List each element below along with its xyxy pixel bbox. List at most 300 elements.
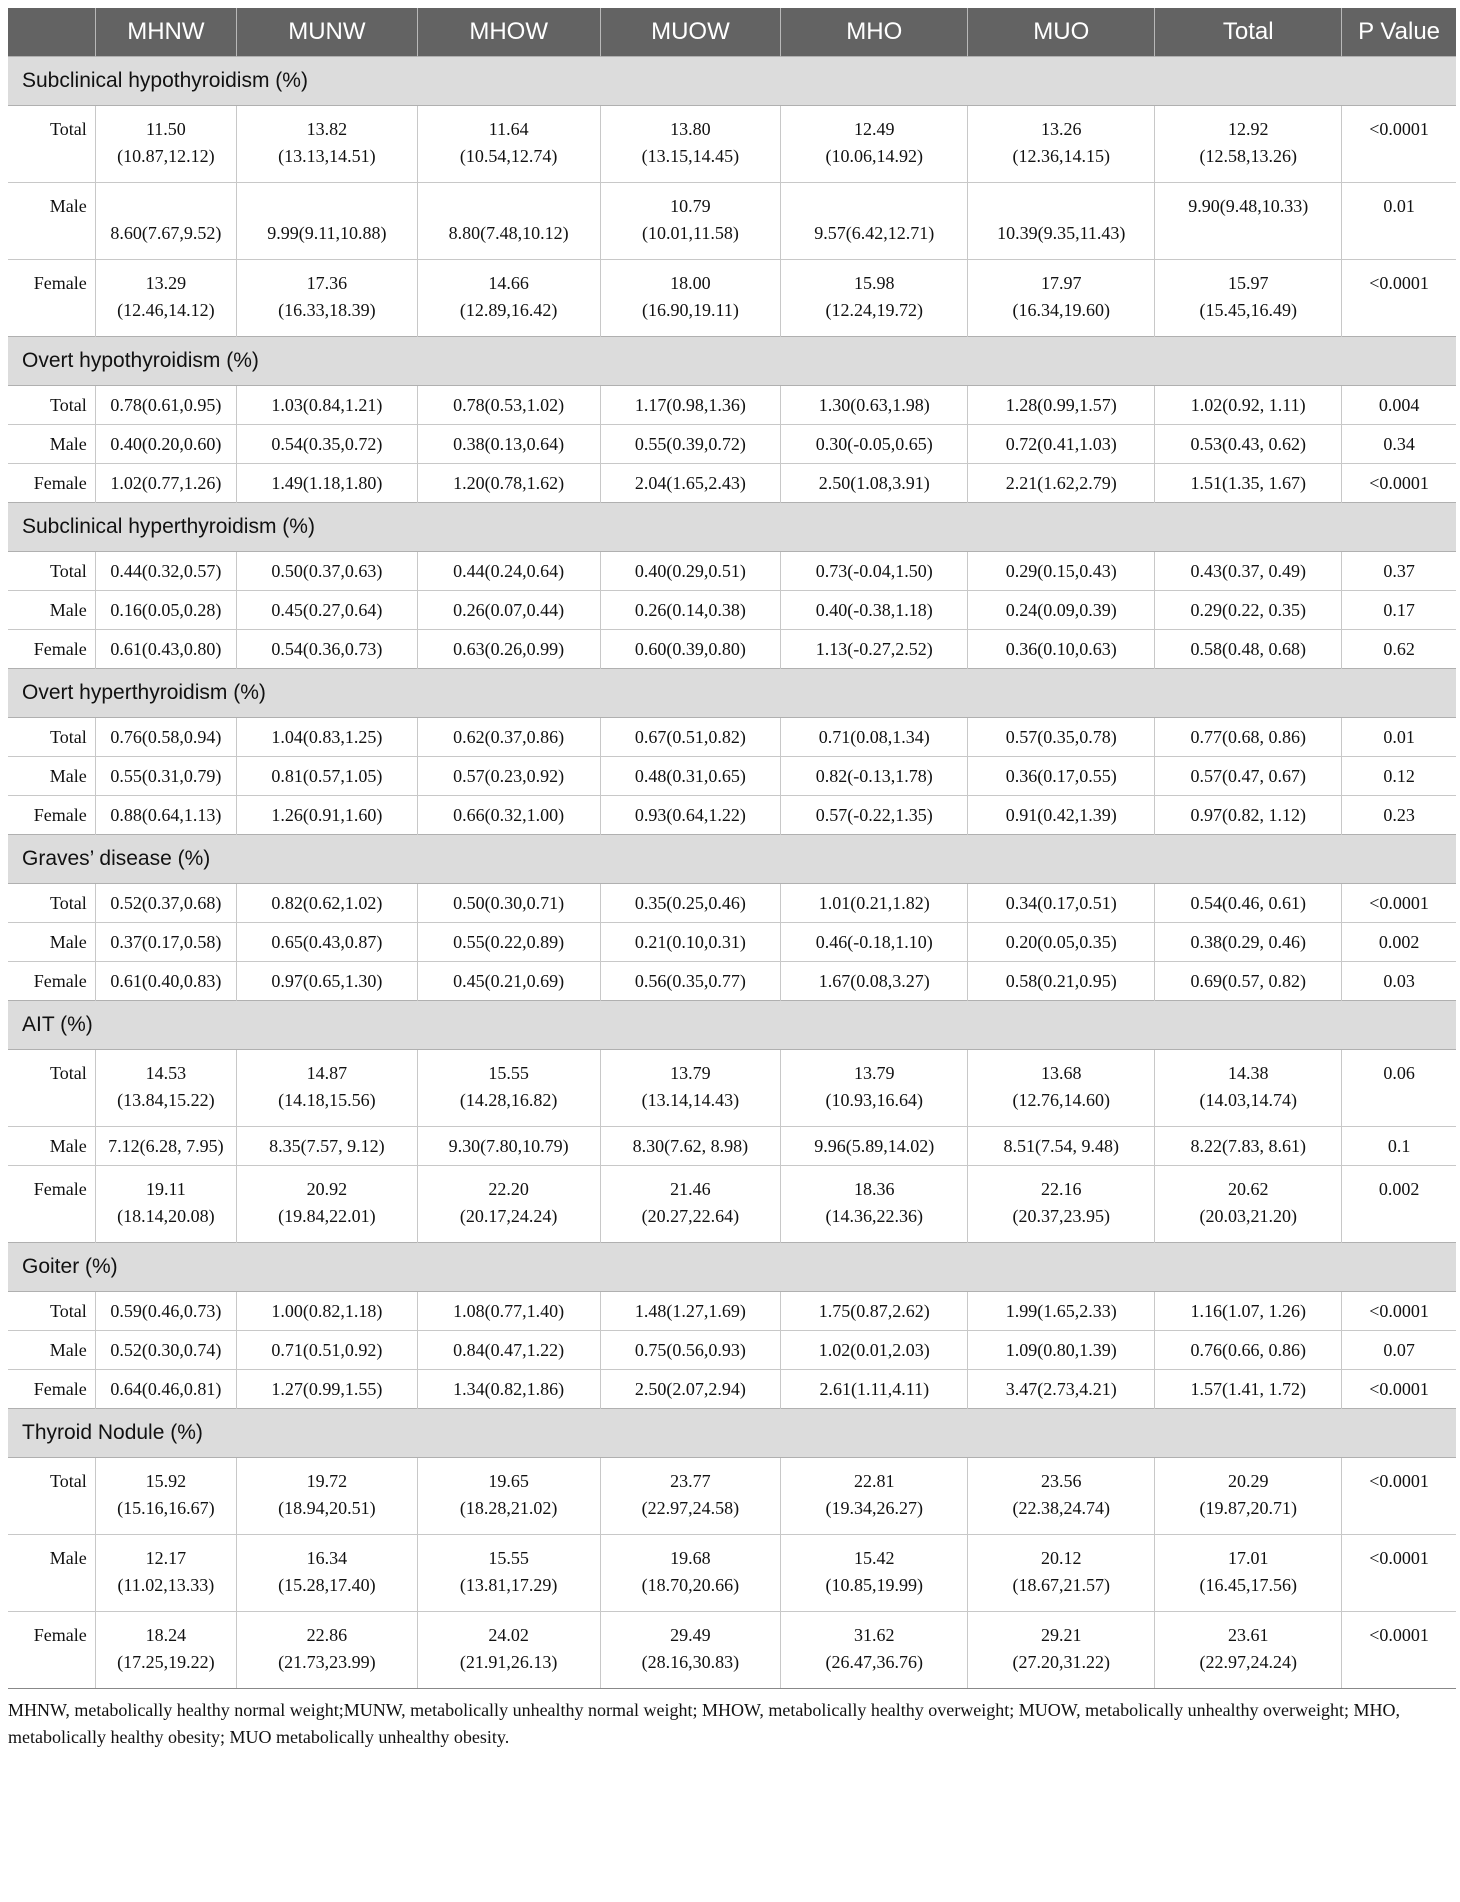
value-cell: 1.02(0.01,2.03)	[781, 1331, 968, 1370]
value-cell: 0.88(0.64,1.13)	[95, 796, 236, 835]
value-line: 13.80	[670, 119, 711, 139]
value-line: 19.65	[488, 1471, 529, 1491]
value-line: 15.55	[488, 1548, 529, 1568]
row-label: Male	[8, 183, 95, 260]
table-row	[8, 1127, 1456, 1166]
value-cell: 0.29(0.15,0.43)	[968, 552, 1155, 591]
value-cell: 0.40(-0.38,1.18)	[781, 591, 968, 630]
value-line: 22.86	[306, 1625, 348, 1645]
value-line: (19.84,22.01)	[278, 1206, 376, 1226]
section-row	[8, 669, 1456, 718]
value-line: 15.55	[488, 1063, 529, 1083]
table-row	[8, 884, 1456, 923]
section-row	[8, 337, 1456, 386]
value-line: 9.57(6.42,12.71)	[814, 223, 935, 243]
value-cell: 0.78(0.61,0.95)	[95, 386, 236, 425]
table-row	[8, 1166, 1456, 1243]
value-cell: 0.37(0.17,0.58)	[95, 923, 236, 962]
header-cell-muow: MUOW	[600, 8, 781, 57]
p-value-cell: 0.004	[1342, 386, 1456, 425]
value-cell: 1.48(1.27,1.69)	[600, 1292, 781, 1331]
value-cell: 1.01(0.21,1.82)	[781, 884, 968, 923]
value-line: 15.97	[1227, 273, 1269, 293]
value-cell: 7.12(6.28, 7.95)	[95, 1127, 236, 1166]
value-line	[972, 193, 1150, 220]
p-value-cell: 0.002	[1342, 923, 1456, 962]
p-value-cell: 0.17	[1342, 591, 1456, 630]
value-cell: 0.73(-0.04,1.50)	[781, 552, 968, 591]
table-row	[8, 962, 1456, 1001]
value-line: (18.70,20.66)	[641, 1575, 740, 1595]
p-value-cell: 0.37	[1342, 552, 1456, 591]
row-label: Male	[8, 757, 95, 796]
value-cell: 1.30(0.63,1.98)	[781, 386, 968, 425]
value-line	[1159, 220, 1337, 247]
section-title: AIT (%)	[8, 1001, 1456, 1050]
value-line: (12.36,14.15)	[1012, 146, 1110, 166]
value-cell	[95, 1166, 236, 1243]
value-cell	[95, 1458, 236, 1535]
value-cell	[968, 1050, 1155, 1127]
header-cell-muo: MUO	[968, 8, 1155, 57]
value-cell: 1.67(0.08,3.27)	[781, 962, 968, 1001]
value-cell: 1.08(0.77,1.40)	[417, 1292, 600, 1331]
value-cell: 0.20(0.05,0.35)	[968, 923, 1155, 962]
value-line: 13.26	[1041, 119, 1082, 139]
value-line: 17.01	[1227, 1548, 1269, 1568]
value-cell	[95, 106, 236, 183]
value-cell: 0.76(0.58,0.94)	[95, 718, 236, 757]
row-label: Total	[50, 394, 87, 415]
value-line: (12.76,14.60)	[1012, 1090, 1110, 1110]
value-cell: 0.57(0.23,0.92)	[417, 757, 600, 796]
value-cell	[237, 260, 418, 337]
value-cell	[600, 1050, 781, 1127]
p-value-cell: 0.06	[1342, 1050, 1456, 1127]
section-row	[8, 1243, 1456, 1292]
value-cell	[600, 183, 781, 260]
value-cell: 1.00(0.82,1.18)	[237, 1292, 418, 1331]
value-cell	[95, 1050, 236, 1127]
value-cell	[1155, 183, 1342, 260]
section-row	[8, 57, 1456, 106]
value-line: 17.97	[1041, 273, 1082, 293]
value-line: (19.34,26.27)	[825, 1498, 924, 1518]
value-line: 11.64	[488, 119, 529, 139]
value-line: 19.68	[670, 1548, 711, 1568]
p-value-cell: <0.0001	[1342, 1292, 1456, 1331]
row-label: Male	[8, 591, 95, 630]
value-cell: 0.97(0.65,1.30)	[237, 962, 418, 1001]
value-line: (12.58,13.26)	[1199, 146, 1297, 166]
value-cell: 0.82(-0.13,1.78)	[781, 757, 968, 796]
value-line: (10.87,12.12)	[117, 146, 215, 166]
header-cell-mho: MHO	[781, 8, 968, 57]
value-line: 12.17	[145, 1548, 187, 1568]
value-line: 24.02	[488, 1625, 529, 1645]
table-row	[8, 1331, 1456, 1370]
p-value-cell: <0.0001	[1342, 260, 1456, 337]
table-row	[8, 106, 1456, 183]
value-cell: 0.58(0.21,0.95)	[968, 962, 1155, 1001]
value-cell: 0.57(-0.22,1.35)	[781, 796, 968, 835]
value-cell: 2.50(1.08,3.91)	[781, 464, 968, 503]
value-cell	[968, 260, 1155, 337]
value-cell: 0.78(0.53,1.02)	[417, 386, 600, 425]
value-cell	[237, 183, 418, 260]
p-value-cell: 0.62	[1342, 630, 1456, 669]
value-cell: 1.51(1.35, 1.67)	[1155, 464, 1342, 503]
table-bottom-rule	[8, 1688, 1456, 1689]
table-row	[8, 1050, 1456, 1127]
value-cell: 0.72(0.41,1.03)	[968, 425, 1155, 464]
value-line: 13.68	[1041, 1063, 1082, 1083]
value-cell: 0.55(0.31,0.79)	[95, 757, 236, 796]
value-line: (10.06,14.92)	[825, 146, 924, 166]
value-cell: 0.71(0.08,1.34)	[781, 718, 968, 757]
value-cell: 0.40(0.29,0.51)	[600, 552, 781, 591]
value-cell	[781, 106, 968, 183]
value-cell: 0.58(0.48, 0.68)	[1155, 630, 1342, 669]
row-label: Female	[8, 464, 95, 503]
value-cell: 1.99(1.65,2.33)	[968, 1292, 1155, 1331]
value-cell	[1155, 1458, 1342, 1535]
value-line: (10.93,16.64)	[825, 1090, 924, 1110]
value-line: (18.28,21.02)	[459, 1498, 558, 1518]
value-cell: 0.64(0.46,0.81)	[95, 1370, 236, 1409]
value-cell	[237, 1612, 418, 1689]
value-cell: 0.65(0.43,0.87)	[237, 923, 418, 962]
value-line: (19.87,20.71)	[1199, 1498, 1297, 1518]
value-line: (10.85,19.99)	[825, 1575, 924, 1595]
p-value-cell: <0.0001	[1342, 106, 1456, 183]
value-line: (13.14,14.43)	[641, 1090, 740, 1110]
value-cell	[417, 106, 600, 183]
value-line: (15.45,16.49)	[1199, 300, 1297, 320]
value-cell: 0.34(0.17,0.51)	[968, 884, 1155, 923]
value-line: 11.50	[145, 119, 186, 139]
value-line: 21.46	[670, 1179, 711, 1199]
value-cell	[95, 1612, 236, 1689]
value-line: (11.02,13.33)	[117, 1575, 215, 1595]
value-cell	[968, 183, 1155, 260]
value-cell	[781, 183, 968, 260]
value-line	[100, 193, 232, 220]
section-title: Overt hypothyroidism (%)	[8, 337, 1456, 386]
value-line: (20.03,21.20)	[1199, 1206, 1297, 1226]
value-line: 15.92	[145, 1471, 187, 1491]
value-cell	[417, 1458, 600, 1535]
value-line: (10.01,11.58)	[642, 223, 739, 243]
value-line: 23.77	[670, 1471, 711, 1491]
table-row	[8, 183, 1456, 260]
value-cell	[968, 1535, 1155, 1612]
value-cell	[781, 260, 968, 337]
value-cell: 0.26(0.14,0.38)	[600, 591, 781, 630]
value-cell	[968, 1166, 1155, 1243]
value-cell	[237, 1166, 418, 1243]
value-cell: 0.45(0.21,0.69)	[417, 962, 600, 1001]
section-title: Subclinical hyperthyroidism (%)	[8, 503, 1456, 552]
value-cell	[237, 1050, 418, 1127]
value-cell: 0.54(0.46, 0.61)	[1155, 884, 1342, 923]
table-footnote: MHNW, metabolically healthy normal weight;MUNW, metabolically unhealthy normal weight; MHOW, metabolically healthy overweight; MUOW, metabolically unhealthy overweight; MHO, metabolically healthy obesity; MUO metabolically unhealthy obesity.	[8, 1700, 1401, 1747]
value-cell: 0.62(0.37,0.86)	[417, 718, 600, 757]
p-value-cell: <0.0001	[1342, 1458, 1456, 1535]
value-cell	[968, 1458, 1155, 1535]
value-line: (13.15,14.45)	[641, 146, 740, 166]
p-value-cell: <0.0001	[1342, 884, 1456, 923]
value-line: 10.79	[670, 196, 711, 216]
value-cell: 0.38(0.13,0.64)	[417, 425, 600, 464]
value-line: (14.36,22.36)	[825, 1206, 924, 1226]
value-cell: 0.26(0.07,0.44)	[417, 591, 600, 630]
value-cell: 0.57(0.35,0.78)	[968, 718, 1155, 757]
value-cell	[1155, 1050, 1342, 1127]
header-row	[8, 8, 1456, 57]
prevalence-table	[8, 8, 1456, 1688]
value-cell: 0.81(0.57,1.05)	[237, 757, 418, 796]
table-row	[8, 757, 1456, 796]
value-line: (27.20,31.22)	[1012, 1652, 1110, 1672]
row-label: Total	[50, 119, 87, 139]
value-cell: 0.54(0.36,0.73)	[237, 630, 418, 669]
row-label: Female	[8, 1370, 95, 1409]
value-cell: 1.28(0.99,1.57)	[968, 386, 1155, 425]
table-body	[8, 57, 1456, 1689]
value-line: 17.36	[306, 273, 348, 293]
value-cell: 0.36(0.17,0.55)	[968, 757, 1155, 796]
value-line: 22.20	[488, 1179, 529, 1199]
value-line: 13.82	[306, 119, 348, 139]
row-label: Total	[50, 1471, 87, 1491]
value-line	[422, 193, 596, 220]
header-cell-blank	[8, 8, 95, 57]
value-cell: 0.50(0.37,0.63)	[237, 552, 418, 591]
value-cell	[781, 1166, 968, 1243]
value-cell: 0.71(0.51,0.92)	[237, 1331, 418, 1370]
value-cell: 0.76(0.66, 0.86)	[1155, 1331, 1342, 1370]
section-row	[8, 503, 1456, 552]
value-line: 14.38	[1227, 1063, 1269, 1083]
value-line: 8.60(7.67,9.52)	[110, 223, 222, 243]
table-row	[8, 464, 1456, 503]
table-row	[8, 1370, 1456, 1409]
value-cell	[95, 260, 236, 337]
value-line: 13.29	[145, 273, 187, 293]
table-row	[8, 552, 1456, 591]
table-row	[8, 1535, 1456, 1612]
value-line: 19.11	[145, 1179, 186, 1199]
value-cell: 1.02(0.77,1.26)	[95, 464, 236, 503]
value-line: 19.72	[306, 1471, 348, 1491]
value-cell: 0.61(0.43,0.80)	[95, 630, 236, 669]
value-cell	[1155, 106, 1342, 183]
row-label: Female	[8, 260, 95, 337]
value-line: 23.61	[1227, 1625, 1269, 1645]
value-cell: 1.57(1.41, 1.72)	[1155, 1370, 1342, 1409]
value-line: (16.34,19.60)	[1012, 300, 1110, 320]
value-cell	[417, 183, 600, 260]
p-value-cell: 0.01	[1342, 718, 1456, 757]
p-value-cell: 0.07	[1342, 1331, 1456, 1370]
table-row	[8, 1458, 1456, 1535]
value-cell	[237, 106, 418, 183]
value-line: 22.16	[1041, 1179, 1082, 1199]
value-cell: 1.49(1.18,1.80)	[237, 464, 418, 503]
value-line: (22.38,24.74)	[1012, 1498, 1110, 1518]
value-cell	[95, 183, 236, 260]
value-line: (13.81,17.29)	[459, 1575, 558, 1595]
value-cell: 0.93(0.64,1.22)	[600, 796, 781, 835]
value-cell	[417, 1050, 600, 1127]
value-cell: 0.75(0.56,0.93)	[600, 1331, 781, 1370]
value-line: 18.00	[670, 273, 711, 293]
value-line: 14.66	[488, 273, 529, 293]
value-cell: 0.84(0.47,1.22)	[417, 1331, 600, 1370]
value-cell: 1.34(0.82,1.86)	[417, 1370, 600, 1409]
value-cell: 3.47(2.73,4.21)	[968, 1370, 1155, 1409]
value-cell: 0.52(0.30,0.74)	[95, 1331, 236, 1370]
value-cell: 0.43(0.37, 0.49)	[1155, 552, 1342, 591]
value-cell: 0.69(0.57, 0.82)	[1155, 962, 1342, 1001]
section-title: Graves’ disease (%)	[8, 835, 1456, 884]
value-line: (22.97,24.24)	[1199, 1652, 1297, 1672]
table-row	[8, 591, 1456, 630]
value-cell: 0.24(0.09,0.39)	[968, 591, 1155, 630]
row-label: Female	[8, 796, 95, 835]
value-cell	[95, 1535, 236, 1612]
table-row	[8, 260, 1456, 337]
value-line: (12.24,19.72)	[825, 300, 924, 320]
value-line: (18.94,20.51)	[278, 1498, 376, 1518]
value-cell	[237, 1458, 418, 1535]
section-title: Overt hyperthyroidism (%)	[8, 669, 1456, 718]
value-cell	[417, 1535, 600, 1612]
value-line	[241, 193, 413, 220]
value-line: (20.17,24.24)	[459, 1206, 558, 1226]
value-cell: 2.21(1.62,2.79)	[968, 464, 1155, 503]
p-value-cell: 0.002	[1342, 1166, 1456, 1243]
section-title: Thyroid Nodule (%)	[8, 1409, 1456, 1458]
value-line: 9.90(9.48,10.33)	[1188, 196, 1309, 216]
p-value-cell: 0.12	[1342, 757, 1456, 796]
value-cell: 0.21(0.10,0.31)	[600, 923, 781, 962]
value-line: 20.29	[1227, 1471, 1269, 1491]
value-line: 14.87	[306, 1063, 348, 1083]
value-cell: 1.13(-0.27,2.52)	[781, 630, 968, 669]
value-cell: 0.36(0.10,0.63)	[968, 630, 1155, 669]
value-cell	[781, 1050, 968, 1127]
value-cell: 1.75(0.87,2.62)	[781, 1292, 968, 1331]
header-cell-p-value: P Value	[1342, 8, 1456, 57]
value-cell: 2.61(1.11,4.11)	[781, 1370, 968, 1409]
header-cell-mhnw: MHNW	[95, 8, 236, 57]
p-value-cell: <0.0001	[1342, 464, 1456, 503]
value-cell: 1.09(0.80,1.39)	[968, 1331, 1155, 1370]
value-cell: 2.04(1.65,2.43)	[600, 464, 781, 503]
value-line: (26.47,36.76)	[825, 1652, 924, 1672]
value-line: 23.56	[1041, 1471, 1082, 1491]
value-cell	[968, 106, 1155, 183]
value-cell	[781, 1612, 968, 1689]
value-cell: 1.20(0.78,1.62)	[417, 464, 600, 503]
value-line: 13.79	[670, 1063, 711, 1083]
value-cell	[600, 1166, 781, 1243]
value-line: 20.92	[306, 1179, 348, 1199]
value-line: (17.25,19.22)	[117, 1652, 215, 1672]
value-cell: 0.55(0.39,0.72)	[600, 425, 781, 464]
p-value-cell: <0.0001	[1342, 1370, 1456, 1409]
value-line: (14.18,15.56)	[278, 1090, 376, 1110]
header-cell-munw: MUNW	[237, 8, 418, 57]
value-line: 22.81	[854, 1471, 895, 1491]
section-row	[8, 1409, 1456, 1458]
value-cell: 1.17(0.98,1.36)	[600, 386, 781, 425]
row-label: Female	[8, 1612, 95, 1689]
section-title: Goiter (%)	[8, 1243, 1456, 1292]
value-cell: 0.44(0.32,0.57)	[95, 552, 236, 591]
value-cell: 0.57(0.47, 0.67)	[1155, 757, 1342, 796]
row-label: Total	[50, 726, 87, 747]
value-cell: 0.53(0.43, 0.62)	[1155, 425, 1342, 464]
value-cell: 0.35(0.25,0.46)	[600, 884, 781, 923]
value-line: 15.42	[854, 1548, 895, 1568]
value-line: (20.37,23.95)	[1012, 1206, 1110, 1226]
row-label: Total	[50, 892, 87, 913]
value-cell: 0.46(-0.18,1.10)	[781, 923, 968, 962]
value-cell: 1.16(1.07, 1.26)	[1155, 1292, 1342, 1331]
value-cell: 0.40(0.20,0.60)	[95, 425, 236, 464]
table-row	[8, 718, 1456, 757]
header-cell-mhow: MHOW	[417, 8, 600, 57]
value-line: (10.54,12.74)	[459, 146, 558, 166]
section-title: Subclinical hypothyroidism (%)	[8, 57, 1456, 106]
value-line: (14.03,14.74)	[1199, 1090, 1297, 1110]
value-line: (21.73,23.99)	[278, 1652, 376, 1672]
value-cell: 0.16(0.05,0.28)	[95, 591, 236, 630]
value-cell	[968, 1612, 1155, 1689]
value-cell: 0.61(0.40,0.83)	[95, 962, 236, 1001]
value-cell	[417, 1612, 600, 1689]
section-row	[8, 835, 1456, 884]
value-line: (12.89,16.42)	[459, 300, 558, 320]
row-label: Total	[50, 1300, 87, 1321]
value-cell: 0.50(0.30,0.71)	[417, 884, 600, 923]
value-cell: 9.30(7.80,10.79)	[417, 1127, 600, 1166]
row-label: Male	[8, 923, 95, 962]
header-cell-total: Total	[1155, 8, 1342, 57]
value-cell: 8.35(7.57, 9.12)	[237, 1127, 418, 1166]
value-cell: 0.29(0.22, 0.35)	[1155, 591, 1342, 630]
value-line: 16.34	[306, 1548, 348, 1568]
value-cell: 0.55(0.22,0.89)	[417, 923, 600, 962]
value-line: 18.36	[854, 1179, 895, 1199]
value-cell: 8.22(7.83, 8.61)	[1155, 1127, 1342, 1166]
value-cell	[600, 106, 781, 183]
value-cell: 0.59(0.46,0.73)	[95, 1292, 236, 1331]
table-container	[8, 8, 1456, 1751]
value-line: (18.14,20.08)	[117, 1206, 215, 1226]
value-cell	[600, 260, 781, 337]
table-row	[8, 796, 1456, 835]
row-label: Female	[8, 1166, 95, 1243]
value-cell: 0.97(0.82, 1.12)	[1155, 796, 1342, 835]
value-cell: 0.60(0.39,0.80)	[600, 630, 781, 669]
value-line: 20.62	[1227, 1179, 1269, 1199]
value-line: (21.91,26.13)	[459, 1652, 558, 1672]
value-cell	[600, 1612, 781, 1689]
